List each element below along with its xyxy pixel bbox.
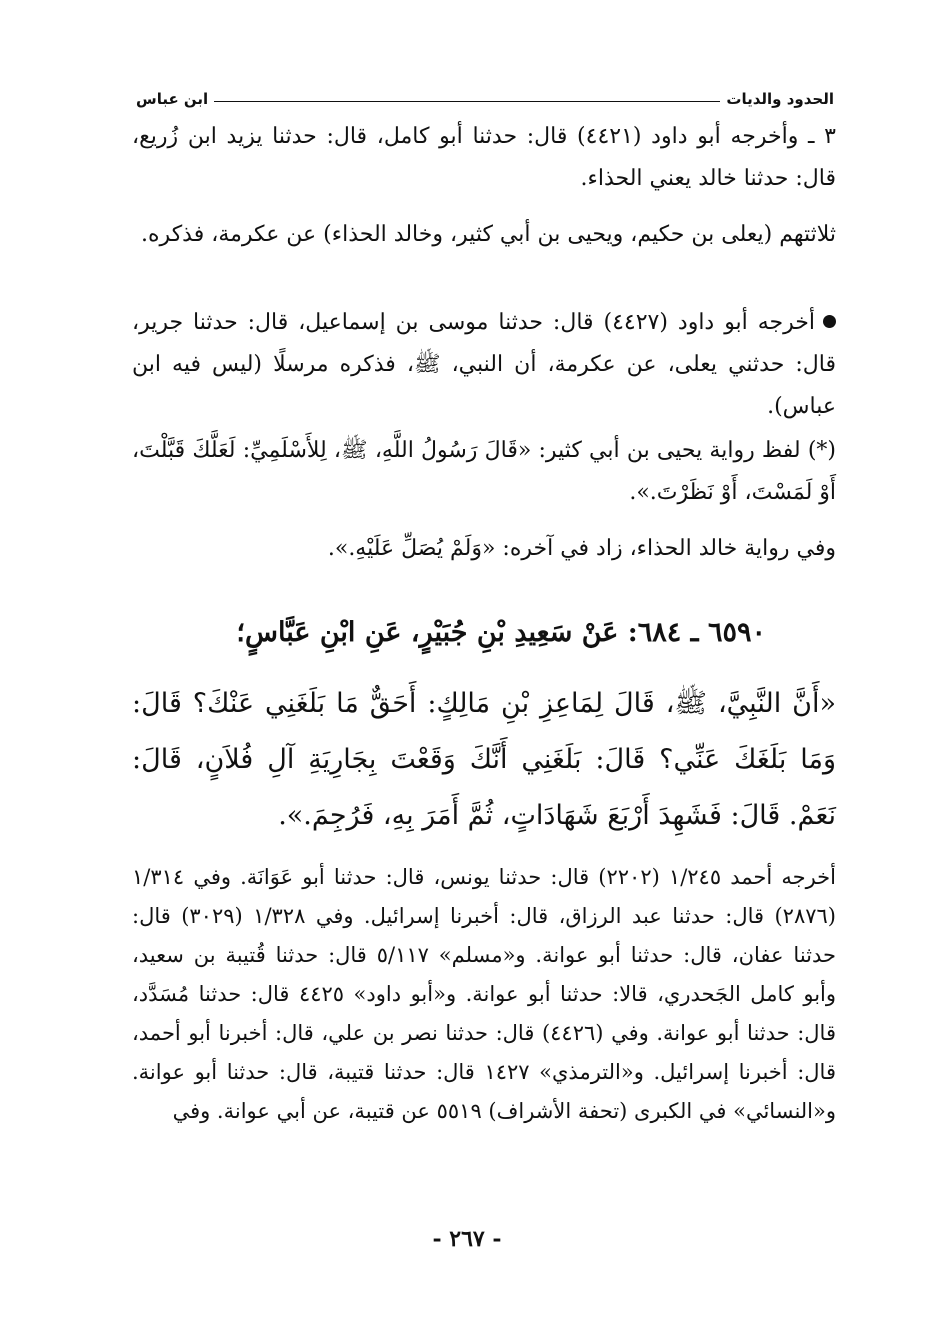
- paragraph-thalathatuhum: [132, 214, 836, 256]
- hadith-text: «أَنَّ النَّبِيَّ، ﷺ، قَالَ لِمَاعِزِ بْنِ مَالِكٍ: أَحَقٌّ مَا بَلَغَنِي عَنْكَ؟ قَالَ: وَمَا بَلَغَكَ عَنِّي؟ قَالَ: بَلَغَنِي أَنَّكَ وَقَعْتَ بِجَارِيَةِ آلِ فُلاَنٍ، قَالَ: نَعَمْ. قَالَ: فَشَهِدَ أَرْبَعَ شَهَادَاتٍ، ثُمَّ أَمَرَ بِهِ، فَرُجِمَ.».: [132, 688, 836, 831]
- paragraph-mursal-note: [132, 302, 836, 428]
- paragraph-text: (*) لفظ رواية يحيى بن أبي كثير: «قَالَ رَسُولُ اللَّهِ، ﷺ، لِلأَسْلَمِيِّ: لَعَلَّكَ قَبَّلْتَ، أَوْ لَمَسْتَ، أَوْ نَظَرْتَ.».: [132, 438, 836, 505]
- paragraph-text: أخرجه أبو داود (٤٤٢٧) قال: حدثنا موسى بن إسماعيل، قال: حدثنا جرير، قال: حدثني يعلى، عن عكرمة، أن النبي، ﷺ، فذكره مرسلًا (ليس فيه ابن عباس).: [132, 310, 836, 419]
- paragraph-text: ٣ ـ وأخرجه أبو داود (٤٤٢١) قال: حدثنا أبو كامل، قال: حدثنا يزيد ابن زُريع، قال: حدثنا خالد يعني الحذاء.: [132, 124, 836, 191]
- section-title: ابن عباس: [136, 90, 209, 108]
- takhrij-paragraph: أخرجه أحمد ١/٢٤٥ (٢٢٠٢) قال: حدثنا يونس، قال: حدثنا أبو عَوَانَة. وفي ١/٣١٤ (٢٨٧٦) قال: حدثنا عبد الرزاق، قال: أخبرنا إسرائيل. وفي ١/٣٢٨ (٣٠٢٩) قال: حدثنا عفان، قال: حدثنا أبو عوانة. و«مسلم» ٥/١١٧ قال: حدثنا قُتيبة بن سعيد، وأبو كامل الجَحدري، قالا: حدثنا أبو عوانة. و«أبو داود» ٤٤٢٥ قال: حدثنا مُسَدَّد، قال: حدثنا أبو عوانة. وفي (٤٤٢٦) قال: حدثنا نصر بن علي، قال: أخبرنا أبو أحمد، قال: أخبرنا إسرائيل. و«الترمذي» ١٤٢٧ قال: حدثنا قتيبة، قال: حدثنا أبو عوانة. و«النسائي» في الكبرى (تحفة الأشراف) ٥٥١٩ عن قتيبة، عن أبي عوانة. وفي: [132, 865, 837, 1123]
- hadith-heading: ٦٥٩٠ ـ ٦٨٤: عَنْ سَعِيدِ بْنِ جُبَيْرٍ، عَنِ ابْنِ عَبَّاسٍ؛: [236, 617, 766, 648]
- paragraph-khalid-wording: [132, 528, 836, 570]
- running-header: [136, 78, 834, 108]
- page-number: - ٢٦٧ -: [432, 1226, 502, 1252]
- chapter-title: الحدود والديات: [726, 90, 834, 108]
- paragraph-text: ثلاثتهم (يعلى بن حكيم، ويحيى بن أبي كثير، وخالد الحذاء) عن عكرمة، فذكره.: [141, 222, 836, 247]
- paragraph-text: وفي رواية خالد الحذاء، زاد في آخره: «وَلَمْ يُصَلِّ عَلَيْهِ.».: [327, 536, 836, 561]
- bullet-icon: [823, 315, 836, 328]
- header-rule: [214, 101, 720, 102]
- paragraph-yahya-wording: [132, 430, 836, 514]
- paragraph-abu-dawud-4421: [132, 116, 836, 200]
